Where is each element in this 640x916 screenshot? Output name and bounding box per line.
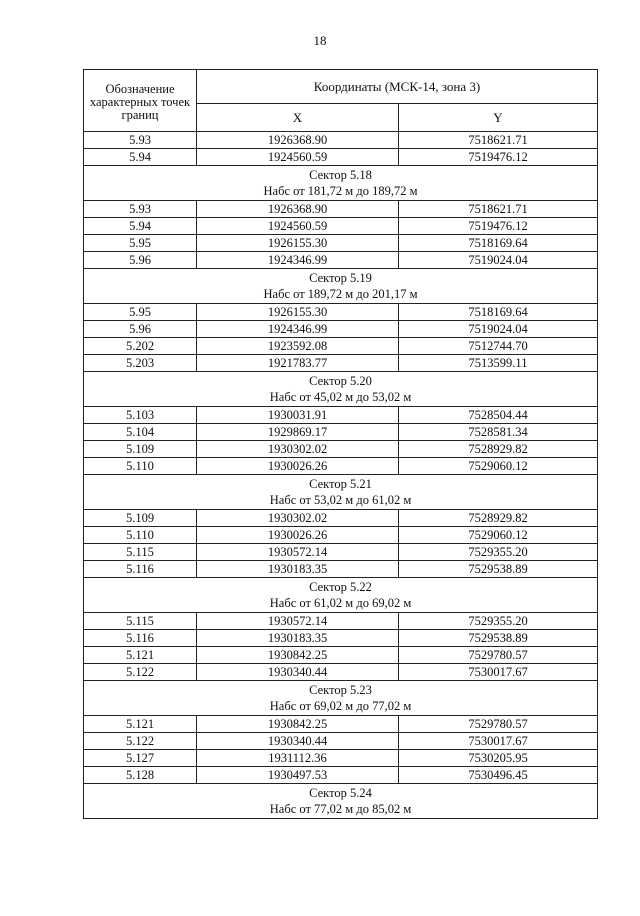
point-id-cell: 5.128 xyxy=(84,767,197,784)
point-id-cell: 5.96 xyxy=(84,321,197,338)
point-id-cell: 5.121 xyxy=(84,716,197,733)
x-coordinate-cell: 1930183.35 xyxy=(197,630,399,647)
x-coordinate-cell: 1921783.77 xyxy=(197,355,399,372)
x-coordinate-cell: 1924560.59 xyxy=(197,218,399,235)
table-row xyxy=(84,767,598,784)
table-row xyxy=(84,750,598,767)
x-coordinate-cell: 1924560.59 xyxy=(197,149,399,166)
y-coordinate-cell: 7529060.12 xyxy=(399,458,598,475)
table-row xyxy=(84,613,598,630)
table-row xyxy=(84,235,598,252)
y-coordinate-cell: 7528504.44 xyxy=(399,407,598,424)
sector-cell xyxy=(84,269,598,304)
y-coordinate-cell: 7528929.82 xyxy=(399,510,598,527)
x-coordinate-cell: 1924346.99 xyxy=(197,252,399,269)
y-coordinate-cell: 7528581.34 xyxy=(399,424,598,441)
table-row xyxy=(84,647,598,664)
y-coordinate-cell: 7529538.89 xyxy=(399,561,598,578)
point-id-cell: 5.121 xyxy=(84,647,197,664)
point-id-cell: 5.104 xyxy=(84,424,197,441)
coordinates-system-header: Координаты (МСК-14, зона 3) xyxy=(197,70,598,104)
x-coordinate-cell: 1926368.90 xyxy=(197,201,399,218)
table-row xyxy=(84,544,598,561)
x-coordinate-cell: 1930340.44 xyxy=(197,733,399,750)
table-row xyxy=(84,321,598,338)
sector-height-range: Набс от 53,02 м до 61,02 м xyxy=(269,493,412,507)
table-row xyxy=(84,510,598,527)
sector-name: Сектор 5.18 xyxy=(309,168,372,182)
table-row xyxy=(84,132,598,149)
x-coordinate-cell: 1926368.90 xyxy=(197,132,399,149)
y-coordinate-cell: 7518621.71 xyxy=(399,132,598,149)
point-id-cell: 5.95 xyxy=(84,304,197,321)
table-row xyxy=(84,201,598,218)
table-row xyxy=(84,252,598,269)
point-id-cell: 5.110 xyxy=(84,458,197,475)
sector-name: Сектор 5.19 xyxy=(309,271,372,285)
y-coordinate-cell: 7519476.12 xyxy=(399,218,598,235)
sector-cell xyxy=(84,475,598,510)
x-coordinate-cell: 1930842.25 xyxy=(197,647,399,664)
y-coordinate-cell: 7519024.04 xyxy=(399,252,598,269)
x-coordinate-cell: 1930302.02 xyxy=(197,510,399,527)
sector-cell xyxy=(84,166,598,201)
table-row xyxy=(84,664,598,681)
x-coordinate-cell: 1930340.44 xyxy=(197,664,399,681)
point-id-cell: 5.116 xyxy=(84,561,197,578)
point-label-header: Обозначение характерных точек границ xyxy=(84,70,197,132)
y-coordinate-cell: 7528929.82 xyxy=(399,441,598,458)
y-coordinate-cell: 7530496.45 xyxy=(399,767,598,784)
point-id-cell: 5.94 xyxy=(84,149,197,166)
sector-cell xyxy=(84,578,598,613)
x-coordinate-cell: 1931112.36 xyxy=(197,750,399,767)
y-coordinate-cell: 7518169.64 xyxy=(399,304,598,321)
x-coordinate-cell: 1929869.17 xyxy=(197,424,399,441)
y-coordinate-cell: 7513599.11 xyxy=(399,355,598,372)
sector-row xyxy=(84,681,598,716)
x-coordinate-cell: 1930183.35 xyxy=(197,561,399,578)
y-coordinate-cell: 7529060.12 xyxy=(399,527,598,544)
y-coordinate-cell: 7530017.67 xyxy=(399,733,598,750)
point-id-cell: 5.122 xyxy=(84,664,197,681)
y-coordinate-cell: 7530017.67 xyxy=(399,664,598,681)
sector-row xyxy=(84,475,598,510)
point-id-cell: 5.103 xyxy=(84,407,197,424)
point-id-cell: 5.94 xyxy=(84,218,197,235)
table-row xyxy=(84,733,598,750)
point-id-cell: 5.116 xyxy=(84,630,197,647)
sector-cell xyxy=(84,784,598,819)
point-id-cell: 5.203 xyxy=(84,355,197,372)
y-coordinate-cell: 7529538.89 xyxy=(399,630,598,647)
x-coordinate-cell: 1930026.26 xyxy=(197,458,399,475)
point-id-cell: 5.93 xyxy=(84,132,197,149)
table-row xyxy=(84,441,598,458)
point-id-cell: 5.122 xyxy=(84,733,197,750)
table-row xyxy=(84,630,598,647)
x-coordinate-cell: 1930572.14 xyxy=(197,613,399,630)
coordinates-table xyxy=(83,69,598,819)
table-row xyxy=(84,716,598,733)
sector-name: Сектор 5.21 xyxy=(309,477,372,491)
sector-height-range: Набс от 77,02 м до 85,02 м xyxy=(269,802,412,816)
sector-height-range: Набс от 61,02 м до 69,02 м xyxy=(269,596,412,610)
x-coordinate-cell: 1926155.30 xyxy=(197,235,399,252)
y-coordinate-cell: 7529355.20 xyxy=(399,544,598,561)
point-id-cell: 5.202 xyxy=(84,338,197,355)
x-coordinate-cell: 1924346.99 xyxy=(197,321,399,338)
table-row xyxy=(84,304,598,321)
x-coordinate-cell: 1923592.08 xyxy=(197,338,399,355)
point-id-cell: 5.109 xyxy=(84,510,197,527)
x-coordinate-cell: 1930031.91 xyxy=(197,407,399,424)
x-column-header: X xyxy=(197,104,399,132)
sector-height-range: Набс от 69,02 м до 77,02 м xyxy=(269,699,412,713)
table-header-row xyxy=(84,70,598,104)
sector-row xyxy=(84,784,598,819)
sector-row xyxy=(84,578,598,613)
y-coordinate-cell: 7518621.71 xyxy=(399,201,598,218)
x-coordinate-cell: 1930497.53 xyxy=(197,767,399,784)
sector-row xyxy=(84,372,598,407)
sector-cell xyxy=(84,372,598,407)
sector-row xyxy=(84,269,598,304)
y-coordinate-cell: 7529780.57 xyxy=(399,647,598,664)
table-row xyxy=(84,561,598,578)
table-row xyxy=(84,338,598,355)
y-column-header: Y xyxy=(399,104,598,132)
table-row xyxy=(84,407,598,424)
x-coordinate-cell: 1930026.26 xyxy=(197,527,399,544)
sector-cell xyxy=(84,681,598,716)
sector-name: Сектор 5.22 xyxy=(309,580,372,594)
x-coordinate-cell: 1930842.25 xyxy=(197,716,399,733)
x-coordinate-cell: 1930572.14 xyxy=(197,544,399,561)
sector-height-range: Набс от 45,02 м до 53,02 м xyxy=(269,390,412,404)
table-row xyxy=(84,218,598,235)
y-coordinate-cell: 7529780.57 xyxy=(399,716,598,733)
table-row xyxy=(84,355,598,372)
x-coordinate-cell: 1930302.02 xyxy=(197,441,399,458)
sector-height-range: Набс от 189,72 м до 201,17 м xyxy=(263,287,418,301)
x-coordinate-cell: 1926155.30 xyxy=(197,304,399,321)
point-id-cell: 5.93 xyxy=(84,201,197,218)
point-id-cell: 5.110 xyxy=(84,527,197,544)
sector-name: Сектор 5.23 xyxy=(309,683,372,697)
y-coordinate-cell: 7529355.20 xyxy=(399,613,598,630)
sector-row xyxy=(84,166,598,201)
point-id-cell: 5.95 xyxy=(84,235,197,252)
point-id-cell: 5.115 xyxy=(84,544,197,561)
sector-height-range: Набс от 181,72 м до 189,72 м xyxy=(263,184,418,198)
table-row xyxy=(84,527,598,544)
y-coordinate-cell: 7519024.04 xyxy=(399,321,598,338)
point-id-cell: 5.115 xyxy=(84,613,197,630)
y-coordinate-cell: 7518169.64 xyxy=(399,235,598,252)
y-coordinate-cell: 7530205.95 xyxy=(399,750,598,767)
page-number: 18 xyxy=(313,33,327,48)
point-id-cell: 5.96 xyxy=(84,252,197,269)
y-coordinate-cell: 7512744.70 xyxy=(399,338,598,355)
sector-name: Сектор 5.20 xyxy=(309,374,372,388)
table-row xyxy=(84,149,598,166)
table-row xyxy=(84,458,598,475)
point-id-cell: 5.109 xyxy=(84,441,197,458)
table-row xyxy=(84,424,598,441)
sector-name: Сектор 5.24 xyxy=(309,786,372,800)
y-coordinate-cell: 7519476.12 xyxy=(399,149,598,166)
point-id-cell: 5.127 xyxy=(84,750,197,767)
